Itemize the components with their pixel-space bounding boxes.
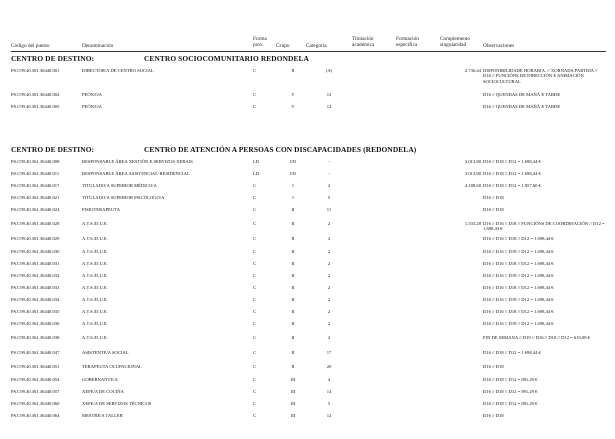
table-row (0, 261, 615, 273)
row-grupo: II (291, 68, 295, 73)
row-code: PS.C99.40.361.36440.033 (11, 285, 60, 290)
row-denominacion: A.T.S./D.U.E. (82, 321, 108, 326)
row-grupo: I/II (290, 171, 296, 176)
row-forma: C (253, 413, 257, 418)
row-grupo: II (291, 273, 295, 278)
row-grupo: III (290, 401, 296, 406)
row-observaciones: D16 // D18 // D12 = 1.857,60 € (483, 183, 541, 188)
row-forma: C (253, 285, 257, 290)
row-observaciones: D16 // D18 // D12 = 891,29 € (483, 389, 538, 394)
row-observaciones: D16 // D18 // D12 = 891,29 € (483, 401, 538, 406)
row-denominacion: A.T.S./D.U.E. (82, 285, 108, 290)
row-forma: C (253, 273, 257, 278)
header-complemento-line2: singularidad (440, 42, 467, 48)
row-forma: C (253, 183, 257, 188)
row-observaciones: D16 // D18 (483, 413, 504, 418)
row-forma: C (253, 207, 257, 212)
row-denominacion: A.T.S./D.U.E. (82, 221, 108, 226)
header-formacion (396, 36, 419, 48)
row-complemento: 1.535,28 (464, 221, 481, 226)
header-complemento-line1: Complemento (440, 36, 471, 42)
row-observaciones: D16 // D18 // D12 = 891,29 € (483, 377, 538, 382)
row-denominacion: A.T.S./D.U.E. (82, 335, 108, 340)
table-row (0, 195, 615, 207)
row-forma: C (253, 309, 257, 314)
table-row (0, 236, 615, 248)
row-categoria: 14 (326, 389, 332, 394)
row-categoria: 2 (327, 273, 331, 278)
row-code: PS.C99.40.361.36440.024 (11, 207, 60, 212)
row-code: PS.C99.40.361.36440.064 (11, 413, 60, 418)
row-observaciones: D16 // D16 // D18 // D12 = 1.698,44 € (483, 297, 554, 302)
row-code: PS.C99.40.361.36440.038 (11, 335, 60, 340)
row-complemento: 2.736,44 (464, 68, 481, 73)
row-forma: C (253, 350, 257, 355)
section-1-name: CENTRO SOCIOCOMUNITARIO REDONDELA (144, 54, 309, 63)
row-grupo: I (292, 183, 294, 188)
row-code: PS.C99.40.361.36440.035 (11, 309, 60, 314)
header-complemento (440, 36, 470, 48)
row-code: PS.C99.40.361.36440.001 (11, 68, 60, 73)
row-code: PS.C99.40.361.36440.031 (11, 261, 60, 266)
row-observaciones: FIN DE SEMANA // D19 // D16 // D18 // D12 = 610,08 € (483, 335, 590, 340)
row-grupo: II (291, 285, 295, 290)
row-code: PS.C99.40.361.36440.032 (11, 273, 60, 278)
row-grupo: I (292, 195, 294, 200)
row-denominacion: A.T.S./D.U.E. (82, 297, 108, 302)
section-2-title (11, 145, 606, 155)
table-row (0, 104, 615, 116)
row-denominacion: RESPONSABLE ÁREA ASISTENCIAL-RESIDENCIAL (82, 171, 190, 176)
row-categoria: 2 (327, 249, 331, 254)
row-complemento: 3.013,80 (464, 159, 481, 164)
row-categoria: 12 (326, 413, 332, 418)
row-grupo: II (291, 261, 295, 266)
row-grupo: II (291, 207, 295, 212)
row-denominacion: TITULADO/A SUPERIOR PSICÓLOGO/A (82, 195, 165, 200)
row-forma: LD (253, 171, 260, 176)
row-denominacion: RESPONSABLE ÁREA XESTIÓN E SERVIZOS XERAIS (82, 159, 193, 164)
row-denominacion: PEÓN/OA (82, 104, 102, 109)
row-code: PS.C99.40.361.36440.004 (11, 92, 60, 97)
table-row (0, 273, 615, 285)
row-grupo: III (290, 413, 296, 418)
row-forma: C (253, 68, 257, 73)
table-row (0, 68, 615, 84)
row-categoria: - (328, 171, 330, 176)
header-observaciones: Observaciones (483, 43, 515, 49)
header-codigo: Código del puesto (11, 43, 50, 49)
row-grupo: II (291, 321, 295, 326)
row-categoria: 2 (327, 183, 331, 188)
row-code: PS.C99.40.361.36440.057 (11, 389, 60, 394)
row-denominacion: A.T.S./D.U.E. (82, 236, 108, 241)
row-observaciones: D16 // D16 // D18 // D12 = 1.698,44 € (483, 285, 554, 290)
header-formacion-line2: específica (396, 42, 418, 48)
row-code: PS.C99.40.361.36440.036 (11, 321, 60, 326)
row-forma: C (253, 261, 257, 266)
row-forma: C (253, 236, 257, 241)
row-grupo: I/II (290, 159, 296, 164)
row-denominacion: ASISTENTE/A SOCIAL (82, 350, 129, 355)
row-code: PS.C99.40.361.36440.028 (11, 221, 60, 226)
row-denominacion: XEFE/A DE COCIÑA (82, 389, 124, 394)
row-categoria: 2 (327, 236, 331, 241)
row-grupo: II (291, 221, 295, 226)
row-observaciones: D16 // D16 // D18 // D12 = 1.698,44 € (483, 249, 554, 254)
row-categoria: 2 (327, 261, 331, 266)
row-observaciones: D16 // D18 // D12 = 1.698,44 € (483, 171, 541, 176)
row-categoria: 2 (327, 321, 331, 326)
row-grupo: V (291, 104, 295, 109)
row-code: PS.C99.40.361.36440.051 (11, 364, 60, 369)
row-observaciones: D16 // D16 // D18 // D12 = 1.698,44 € (483, 321, 554, 326)
row-denominacion: MESTRE/A TALLER (82, 413, 123, 418)
row-denominacion: A.T.S./D.U.E. (82, 273, 108, 278)
row-observaciones: D16 // D18 (483, 195, 504, 200)
row-grupo: III (290, 389, 296, 394)
row-code: PS.C99.40.361.36440.047 (11, 350, 60, 355)
row-observaciones: D16 // D18 (483, 364, 504, 369)
row-grupo: V (291, 92, 295, 97)
row-categoria: 2 (327, 285, 331, 290)
header-titulacion-line2: académica (352, 42, 375, 48)
row-observaciones: D16 // D18 (483, 207, 504, 212)
table-row (0, 377, 615, 389)
row-denominacion: TITULADO/A SUPERIOR MÉDICO/A (82, 183, 157, 188)
table-row (0, 309, 615, 321)
row-categoria: 5 (327, 401, 331, 406)
row-observaciones: D16 // QUENDAS DE MAÑÁ E TARDE (483, 92, 561, 97)
row-code: PS.C99.40.361.36440.060 (11, 401, 60, 406)
row-categoria: 20 (326, 364, 332, 369)
row-observaciones: D16 // D16 // D18 // FUNCIÓNS DE COORDINACIÓN // D12 = 1.698,44 € (483, 221, 605, 232)
table-row (0, 92, 615, 104)
table-row (0, 364, 615, 376)
section-1-label: CENTRO DE DESTINO: (11, 54, 95, 63)
row-grupo: II (291, 350, 295, 355)
header-categoria: Categoría (306, 43, 327, 49)
row-observaciones: DISPONIBILIDADE HORARIA. // XORNADA PARTIDA // D16 // FUNCIÓNS DE DIRECCIÓN E ANIMACIÓN SOCIOCULTURAL (483, 68, 598, 84)
table-row (0, 249, 615, 261)
row-categoria: (A) (325, 68, 333, 73)
row-observaciones: D16 // D16 // D18 // D12 = 1.698,44 € (483, 261, 554, 266)
row-complemento: 4.188,60 (464, 183, 481, 188)
row-forma: C (253, 364, 257, 369)
row-code: PS.C99.40.361.36440.011 (11, 171, 60, 176)
row-denominacion: XEFE/A DE SERVIZOS TÉCNICOS (82, 401, 152, 406)
row-denominacion: A.T.S./D.U.E. (82, 249, 108, 254)
row-categoria: - (328, 159, 330, 164)
table-row (0, 413, 615, 425)
row-denominacion: GOBERNANTE/A (82, 377, 118, 382)
row-observaciones: D16 // D16 // D18 // D12 = 1.698,44 € (483, 236, 554, 241)
row-forma: C (253, 92, 257, 97)
row-code: PS.C99.40.361.36440.029 (11, 236, 60, 241)
row-observaciones: D16 // QUENDAS DE MAÑÁ E TARDE (483, 104, 561, 109)
header-forma-line2: prov. (253, 42, 264, 48)
row-code: PS.C99.40.361.36440.005 (11, 104, 60, 109)
row-denominacion: TERAPEUTA OCUPACIONAL (82, 364, 142, 369)
row-grupo: II (291, 297, 295, 302)
row-forma: C (253, 389, 257, 394)
row-grupo: II (291, 249, 295, 254)
row-grupo: II (291, 335, 295, 340)
header-titulacion-line1: Titulación (352, 36, 374, 42)
table-row (0, 321, 615, 333)
row-forma: C (253, 401, 257, 406)
row-grupo: II (291, 364, 295, 369)
table-row (0, 335, 615, 347)
row-denominacion: FISIOTERAPEUTA (82, 207, 120, 212)
section-1-title (11, 54, 606, 64)
row-code: PS.C99.40.361.36440.034 (11, 297, 60, 302)
row-grupo: II (291, 236, 295, 241)
row-code: PS.C99.40.361.36440.017 (11, 183, 60, 188)
row-forma: C (253, 195, 257, 200)
row-categoria: 11 (326, 207, 332, 212)
row-denominacion: DIRECTOR/A DE CENTRO SOCIAL (82, 68, 154, 73)
table-row (0, 159, 615, 171)
row-forma: LD (253, 159, 260, 164)
row-code: PS.C99.40.361.36440.030 (11, 249, 60, 254)
row-observaciones: D16 // D16 // D18 // D12 = 1.698,44 € (483, 309, 554, 314)
table-row (0, 221, 615, 233)
header-forma-line1: Forma (253, 36, 267, 42)
row-observaciones: D16 // D18 // D12 = 1.698,44 € (483, 159, 541, 164)
section-2-label: CENTRO DE DESTINO: (11, 145, 95, 154)
row-categoria: 2 (327, 309, 331, 314)
row-grupo: II (291, 309, 295, 314)
header-grupo: Grupo (276, 43, 290, 49)
row-categoria: 12 (326, 104, 332, 109)
row-grupo: III (290, 377, 296, 382)
row-forma: C (253, 377, 257, 382)
row-complemento: 3.013,80 (464, 171, 481, 176)
row-forma: C (253, 249, 257, 254)
header-denominacion: Denominación (82, 43, 114, 49)
header-rule (11, 51, 606, 52)
row-code: PS.C99.40.361.36440.054 (11, 377, 60, 382)
table-row (0, 285, 615, 297)
table-row (0, 350, 615, 362)
row-observaciones: D16 // D18 // D12 = 1.698,44 € (483, 350, 541, 355)
row-code: PS.C99.40.361.36440.021 (11, 195, 60, 200)
section-2-name: CENTRO DE ATENCIÓN A PERSOAS CON DISCAPACIDADES (REDONDELA) (144, 145, 417, 154)
table-row (0, 171, 615, 183)
row-categoria: 2 (327, 221, 331, 226)
row-forma: C (253, 221, 257, 226)
table-row (0, 207, 615, 219)
row-forma: C (253, 297, 257, 302)
header-formacion-line1: Formación (396, 36, 419, 42)
header-forma (253, 36, 267, 48)
row-categoria: 12 (326, 92, 332, 97)
row-observaciones: D16 // D16 // D18 // D12 = 1.698,44 € (483, 273, 554, 278)
row-categoria: 2 (327, 335, 331, 340)
header-titulacion (352, 36, 374, 48)
row-denominacion: PEÓN/OA (82, 92, 102, 97)
row-code: PS.C99.40.361.36440.008 (11, 159, 60, 164)
table-row (0, 297, 615, 309)
row-denominacion: A.T.S./D.U.E. (82, 309, 108, 314)
row-forma: C (253, 335, 257, 340)
row-forma: C (253, 104, 257, 109)
row-categoria: 4 (327, 377, 331, 382)
row-categoria: 2 (327, 297, 331, 302)
row-categoria: 5 (327, 195, 331, 200)
row-forma: C (253, 321, 257, 326)
row-categoria: 17 (326, 350, 332, 355)
table-row (0, 389, 615, 401)
table-row (0, 183, 615, 195)
row-denominacion: A.T.S./D.U.E. (82, 261, 108, 266)
table-row (0, 401, 615, 413)
